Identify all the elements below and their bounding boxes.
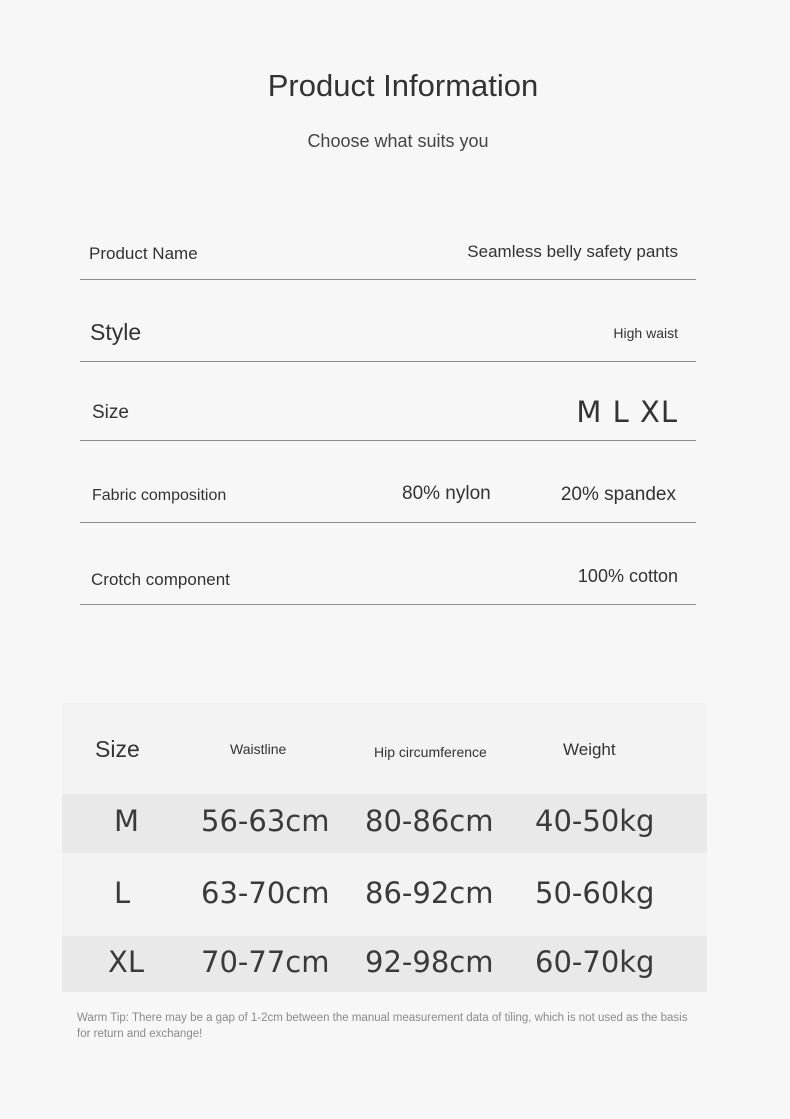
cell-size: M [114,804,140,838]
cell-hip: 92-98cm [365,945,494,979]
info-value: 100% cotton [577,566,678,586]
cell-weight: 60-70kg [535,945,655,979]
page-subtitle: Choose what suits you [307,131,489,151]
info-row-style [80,302,696,362]
cell-size: XL [108,945,145,979]
header-weight: Weight [563,740,616,759]
cell-waistline: 63-70cm [201,876,330,910]
info-value: M L XL [576,395,678,429]
cell-waistline: 56-63cm [201,804,330,838]
info-row-crotch [80,549,696,605]
info-label: Product Name [89,244,198,263]
info-row-size [80,385,696,441]
cell-size: L [114,876,131,910]
info-value-nylon: 80% nylon [402,483,491,504]
info-row-product-name [80,224,696,280]
info-value: Seamless belly safety pants [467,242,678,261]
info-label: Size [92,402,129,423]
info-label: Crotch component [91,570,230,589]
info-value: High waist [613,325,678,341]
cell-waistline: 70-77cm [201,945,330,979]
size-chart-table [62,703,707,992]
table-row [62,936,707,992]
page-title: Product Information [267,68,539,103]
header-size: Size [95,736,140,762]
info-label: Style [90,319,142,345]
table-header-row [62,703,707,794]
info-label: Fabric composition [92,487,227,504]
warm-tip-note: Warm Tip: There may be a gap of 1-2cm between the manual measurement data of tiling, which is not used as the basis for return and exchange! [77,1012,688,1040]
cell-hip: 86-92cm [365,876,494,910]
table-row [62,853,707,936]
header-waistline: Waistline [230,741,287,757]
table-row [62,794,707,853]
cell-hip: 80-86cm [365,804,494,838]
info-value-spandex: 20% spandex [560,484,676,505]
header-hip: Hip circumference [374,744,487,760]
cell-weight: 50-60kg [535,876,655,910]
cell-weight: 40-50kg [535,804,655,838]
info-row-fabric [80,466,696,523]
